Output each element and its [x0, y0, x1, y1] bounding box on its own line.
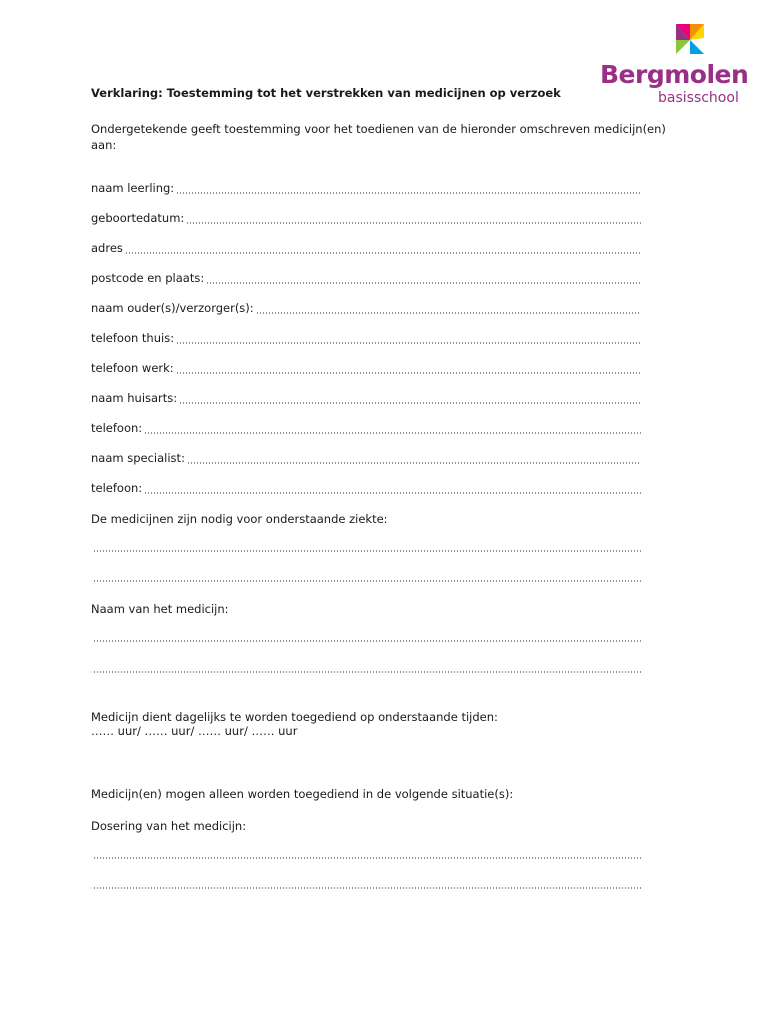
field-telefoon-huisarts[interactable]	[91, 421, 641, 437]
field-telefoon-werk[interactable]	[91, 361, 641, 377]
field-postcode-plaats[interactable]	[91, 271, 641, 287]
fill-line[interactable]	[144, 492, 641, 494]
fill-line[interactable]	[206, 282, 641, 284]
logo-subtitle: basisschool	[658, 90, 739, 106]
intro-text: Ondergetekende geeft toestemming voor het toedienen van de hieronder omschreven medicijn(en) aan:	[91, 122, 666, 152]
field-label: naam ouder(s)/verzorger(s):	[91, 301, 254, 315]
field-label: postcode en plaats:	[91, 271, 205, 285]
field-adres[interactable]	[91, 241, 641, 257]
school-logo	[600, 20, 749, 110]
field-naam-leerling[interactable]	[91, 181, 641, 197]
fill-line[interactable]	[179, 402, 641, 404]
field-label: telefoon:	[91, 421, 143, 435]
section-situatie-label: Medicijn(en) mogen alleen worden toegediend in de volgende situatie(s):	[91, 787, 514, 801]
pinwheel-icon	[672, 20, 708, 64]
field-naam-huisarts[interactable]	[91, 391, 641, 407]
fill-line[interactable]	[144, 432, 641, 434]
ziekte-line-2[interactable]	[93, 580, 641, 582]
fill-line[interactable]	[176, 192, 641, 194]
ziekte-line-1[interactable]	[93, 550, 641, 552]
field-label: telefoon:	[91, 481, 143, 495]
field-telefoon-specialist[interactable]	[91, 481, 641, 497]
fill-line[interactable]	[187, 462, 641, 464]
logo-name: Bergmolen	[600, 60, 749, 89]
form-title: Verklaring: Toestemming tot het verstrekken van medicijnen op verzoek	[91, 86, 561, 100]
section-tijden-label: Medicijn dient dagelijks te worden toegediend op onderstaande tijden:	[91, 710, 498, 724]
field-label: naam huisarts:	[91, 391, 178, 405]
dosering-line-1[interactable]	[93, 857, 641, 859]
section-dosering-label: Dosering van het medicijn:	[91, 819, 247, 833]
field-telefoon-thuis[interactable]	[91, 331, 641, 347]
fill-line[interactable]	[256, 312, 641, 314]
field-naam-specialist[interactable]	[91, 451, 641, 467]
field-geboortedatum[interactable]	[91, 211, 641, 227]
field-label: naam leerling:	[91, 181, 175, 195]
section-medicijn-naam-label: Naam van het medicijn:	[91, 602, 229, 616]
medicijn-naam-line-2[interactable]	[93, 671, 641, 673]
dosering-line-2[interactable]	[93, 887, 641, 889]
field-label: geboortedatum:	[91, 211, 185, 225]
field-label: adres	[91, 241, 123, 255]
field-label: naam specialist:	[91, 451, 185, 465]
field-label: telefoon werk:	[91, 361, 174, 375]
fill-line[interactable]	[125, 252, 641, 254]
fill-line[interactable]	[176, 342, 641, 344]
tijden-slots[interactable]: …… uur/ …… uur/ …… uur/ …… uur	[91, 724, 298, 738]
medicijn-naam-line-1[interactable]	[93, 640, 641, 642]
field-label: telefoon thuis:	[91, 331, 175, 345]
fill-line[interactable]	[176, 372, 641, 374]
field-naam-ouders[interactable]	[91, 301, 641, 317]
section-ziekte-label: De medicijnen zijn nodig voor onderstaande ziekte:	[91, 512, 388, 526]
fill-line[interactable]	[186, 222, 641, 224]
